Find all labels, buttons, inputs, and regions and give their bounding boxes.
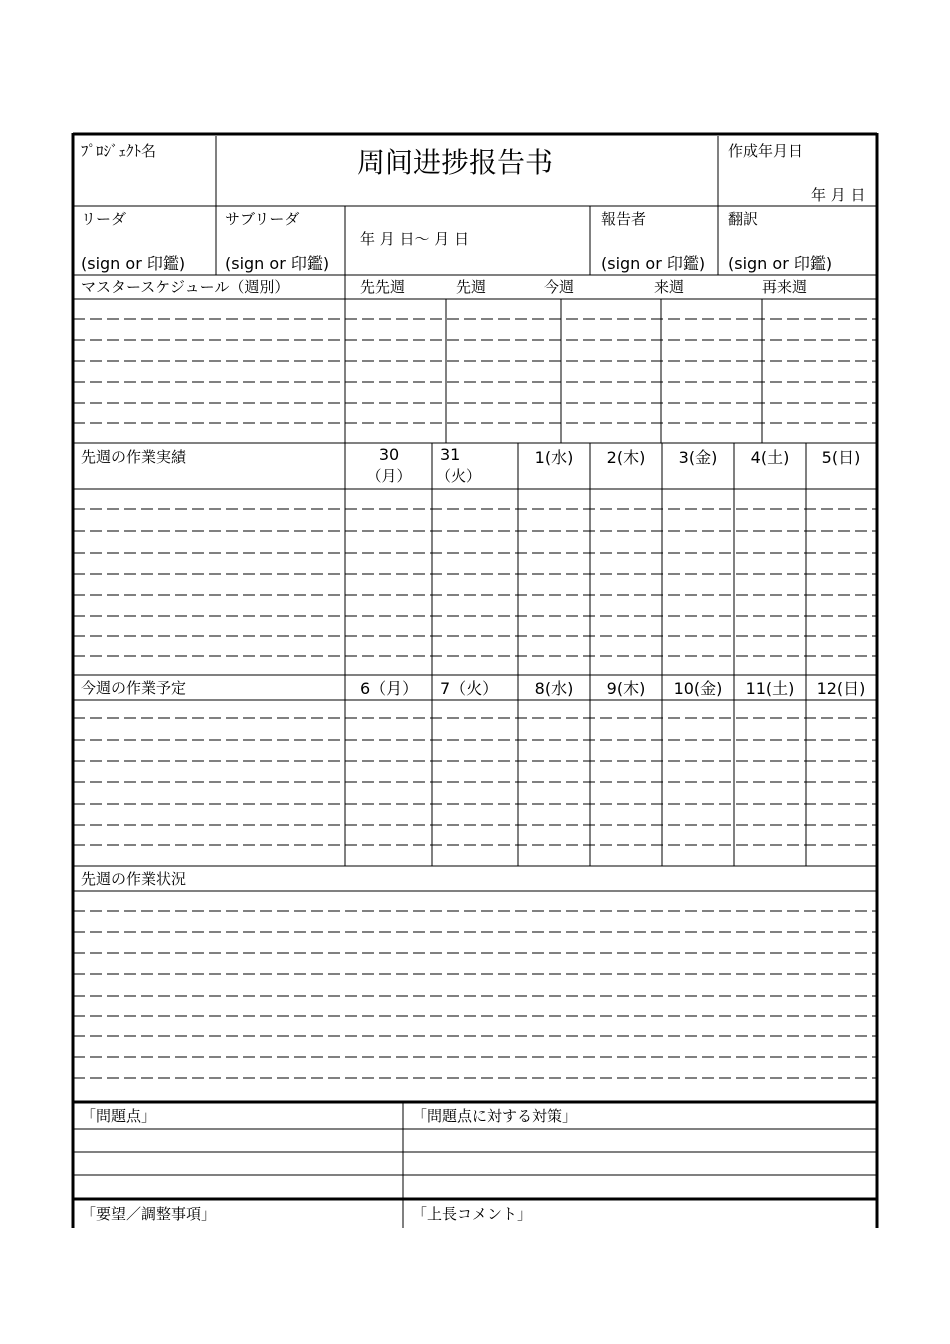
project-name-label: ﾌﾟﾛｼﾞｪｸﾄ名 bbox=[81, 142, 157, 160]
sub-leader-sign: (sign or 印鑑) bbox=[225, 254, 330, 273]
sub-leader-label: サブリーダ bbox=[225, 210, 300, 228]
leader-sign: (sign or 印鑑) bbox=[81, 254, 186, 273]
day-number: 31 bbox=[440, 445, 461, 464]
leader-label: リーダ bbox=[81, 210, 127, 228]
day-label: 8(水) bbox=[534, 679, 574, 698]
problems-label: 「問題点」 bbox=[81, 1107, 157, 1125]
week-label: 再来週 bbox=[762, 278, 808, 296]
day-label: 12(日) bbox=[816, 679, 866, 698]
this-week-label: 今週の作業予定 bbox=[81, 679, 187, 697]
requests-label: 「要望／調整事項」 bbox=[81, 1205, 217, 1223]
day-label: 11(土) bbox=[745, 679, 795, 698]
day-label: 10(金) bbox=[673, 679, 723, 698]
created-date-label: 作成年月日 bbox=[728, 142, 804, 160]
day-label: 6（月） bbox=[360, 679, 419, 698]
last-week-label: 先週の作業実績 bbox=[81, 448, 187, 466]
period-value: 年 月 日～ 月 日 bbox=[360, 230, 470, 248]
day-weekday: （月） bbox=[366, 467, 412, 485]
day-label: 9(木) bbox=[606, 679, 646, 698]
day-label: 7（火） bbox=[440, 679, 499, 698]
reporter-label: 報告者 bbox=[601, 210, 647, 228]
day-number: 3(金) bbox=[678, 448, 718, 467]
translation-label: 翻訳 bbox=[728, 210, 759, 228]
boss-comment-label: 「上長コメント」 bbox=[412, 1205, 533, 1223]
week-label: 先週 bbox=[456, 278, 487, 296]
translation-sign: (sign or 印鑑) bbox=[728, 254, 833, 273]
created-date-value: 年 月 日 bbox=[811, 186, 866, 204]
day-number: 2(木) bbox=[606, 448, 646, 467]
status-label: 先週の作業状況 bbox=[81, 870, 187, 888]
day-number: 30 bbox=[378, 445, 400, 464]
day-weekday: （火） bbox=[436, 467, 482, 485]
week-label: 今週 bbox=[544, 278, 575, 296]
week-label: 先先週 bbox=[360, 278, 406, 296]
reporter-sign: (sign or 印鑑) bbox=[601, 254, 706, 273]
countermeasure-label: 「問題点に対する対策」 bbox=[412, 1107, 578, 1125]
page-title: 周间进捗报告书 bbox=[357, 146, 554, 179]
day-number: 1(水) bbox=[534, 448, 574, 467]
day-number: 5(日) bbox=[821, 448, 861, 467]
master-schedule-label: マスタースケジュール（週別） bbox=[81, 278, 290, 296]
day-number: 4(土) bbox=[750, 448, 790, 467]
week-label: 来週 bbox=[654, 278, 685, 296]
